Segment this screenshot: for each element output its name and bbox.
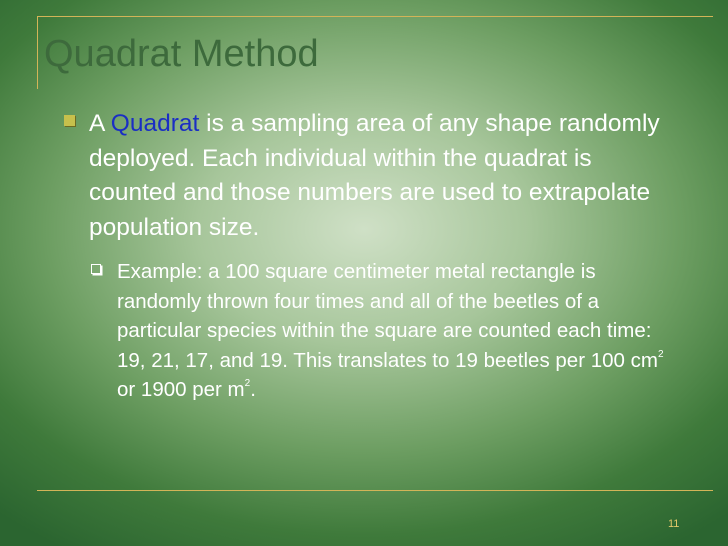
example-period: . bbox=[250, 378, 256, 401]
page-number: 11 bbox=[668, 518, 680, 530]
superscript-m: 2 bbox=[244, 378, 251, 389]
bullet-prefix: A bbox=[89, 110, 111, 137]
slide-title: Quadrat Method bbox=[44, 33, 319, 75]
main-bullet bbox=[64, 107, 664, 245]
example-text-continued: or 1900 per m bbox=[117, 378, 245, 401]
superscript-cm: 2 bbox=[657, 348, 664, 360]
sub-bullet bbox=[91, 257, 671, 405]
frame-left-line bbox=[37, 16, 38, 89]
bullet-rest: is a sampling area of any shape randomly deployed. Each individual within the quadrat is counted and those numbers are used to extrapolate population size. bbox=[89, 110, 660, 241]
example-text: Example: a 100 square centimeter metal rectangle is randomly thrown four times and all of the beetles of a particular species within the square are counted each time: 19, 21, 17, and 19. This translates to 19 beetles per 100 cm bbox=[117, 260, 658, 372]
quadrat-keyword: Quadrat bbox=[110, 110, 200, 137]
square-bullet-icon bbox=[64, 115, 75, 126]
main-bullet-text bbox=[89, 107, 664, 245]
frame-bottom-line bbox=[37, 490, 713, 491]
sub-bullet-text bbox=[117, 257, 671, 405]
frame-top-line bbox=[37, 16, 713, 17]
hollow-square-bullet-icon bbox=[91, 264, 101, 274]
